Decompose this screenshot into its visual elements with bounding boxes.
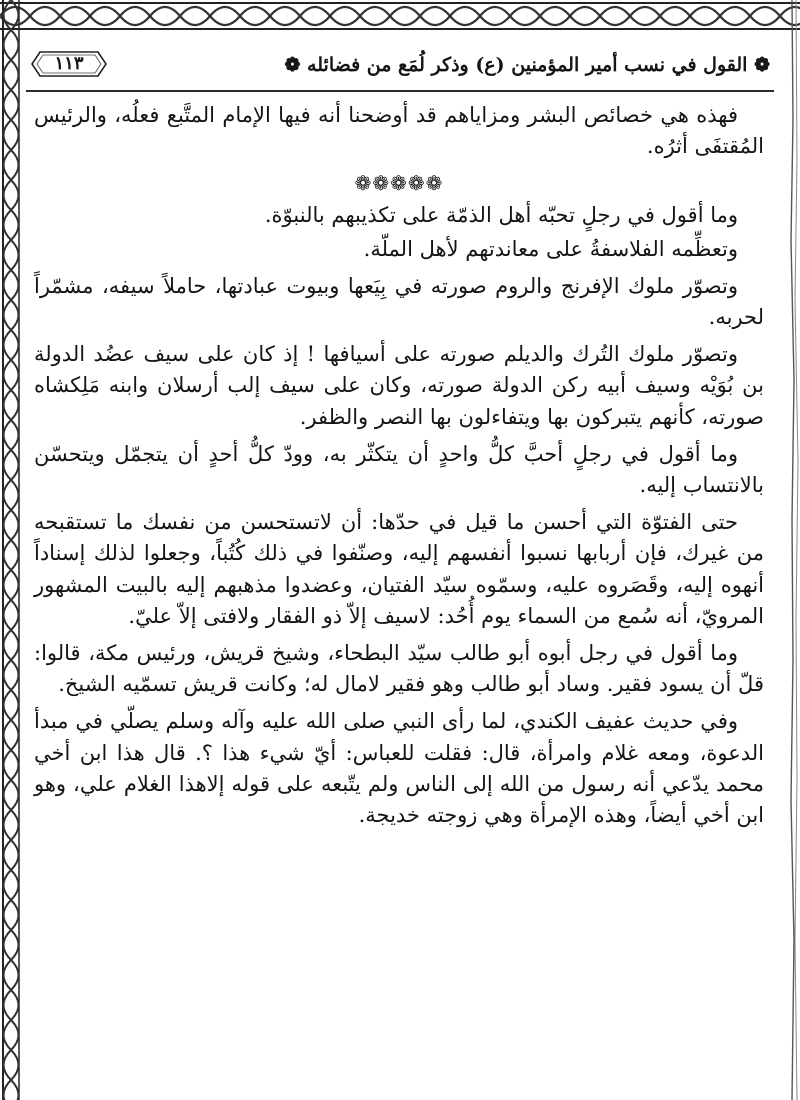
paragraph: فهذه هي خصائص البشر ومزاياهم قد أوضحنا أنه فيها الإمام المتَّبع فعلُه، والرئيس المُقتفَى أثرُه.: [34, 103, 764, 159]
page-number: ١١٣: [54, 53, 84, 74]
top-decorative-border: [0, 0, 800, 32]
header-divider: [26, 90, 774, 92]
paragraph: وما أقول في رجلٍ أحبَّ كلُّ واحدٍ أن يتكثّر به، وودّ كلُّ أحدٍ أن يتجمّل ويتحسّن بالانتساب إليه.: [34, 441, 764, 498]
paragraph: وفي حديث عفيف الكندي، لما رأى النبي صلى الله عليه وآله وسلم يصلّي في مبدأ الدعوة، ومعه غلام وامرأة، قال: فقلت للعباس: أيّ شيء هذا ؟. قال هذا ابن أخي محمد يدّعي أنه رسول من الله إلى الناس ولم يتّبعه على قوله إلاهذا الغلام علي، وهو ابن أخي أيضاً، وهذه الإمرأة وهي زوجته خديجة.: [34, 709, 764, 828]
paragraph: وتصوّر ملوك التُرك والديلم صورته على أسيافها ! إذ كان على سيف عضُد الدولة بن بُوَيْه وسيف أبيه ركن الدولة صورته، وكان على سيف إلب أرسلان وابنه مَلِكشاه صورته، كأنهم يتبركون بها ويتفاءلون بها النصر والظفر.: [34, 342, 764, 429]
paragraph: وتصوّر ملوك الإفرنج والروم صورته في بِيَعها وبيوت عبادتها، حاملاً سيفه، مشمّراً لحربه.: [34, 273, 764, 330]
section-ornament: ❁❁❁❁❁: [354, 171, 444, 196]
running-header: [26, 48, 778, 88]
body-text: [34, 100, 764, 837]
right-page-edge: [786, 0, 800, 1100]
paragraph: وتعظِّمه الفلاسفةُ على معاندتهم لأهل الملّة.: [363, 236, 738, 261]
paragraph: وما أقول في رجلٍ تحبّه أهل الذمّة على تكذيبهم بالنبوّة.: [264, 203, 738, 228]
page-number-badge: [30, 50, 108, 78]
left-decorative-border: [0, 0, 22, 1100]
header-title: ❁ القول في نسب أمير المؤمنين (ع) وذكر لُمَع من فضائله ❁: [284, 54, 770, 76]
paragraph: حتى الفتوّة التي أحسن ما قيل في حدّها: أن لاتستحسن من نفسك ما تستقبحه من غيرك، فإن أربابها نسبوا أنفسهم إليه، وصنّفوا في ذلك كُتُباً، وجعلوا لذلك إسناداً أنهوه إليه، وقَصَروه عليه، وسمّوه سيّد الفتيان، وعضدوا مذهبهم إليه بالبيت المشهور المرويّ، أنه سُمع من السماء يوم أُحُد: لاسيف إلاّ ذو الفقار ولافتى إلاّ عليّ.: [34, 510, 764, 628]
paragraph: وما أقول في رجل أبوه أبو طالب سيّد البطحاء، وشيخ قريش، ورئيس مكة، قالوا: قلّ أن يسود فقير. وساد أبو طالب وهو فقير لامال له؛ وكانت قريش تسمّيه الشيخ.: [34, 641, 764, 697]
